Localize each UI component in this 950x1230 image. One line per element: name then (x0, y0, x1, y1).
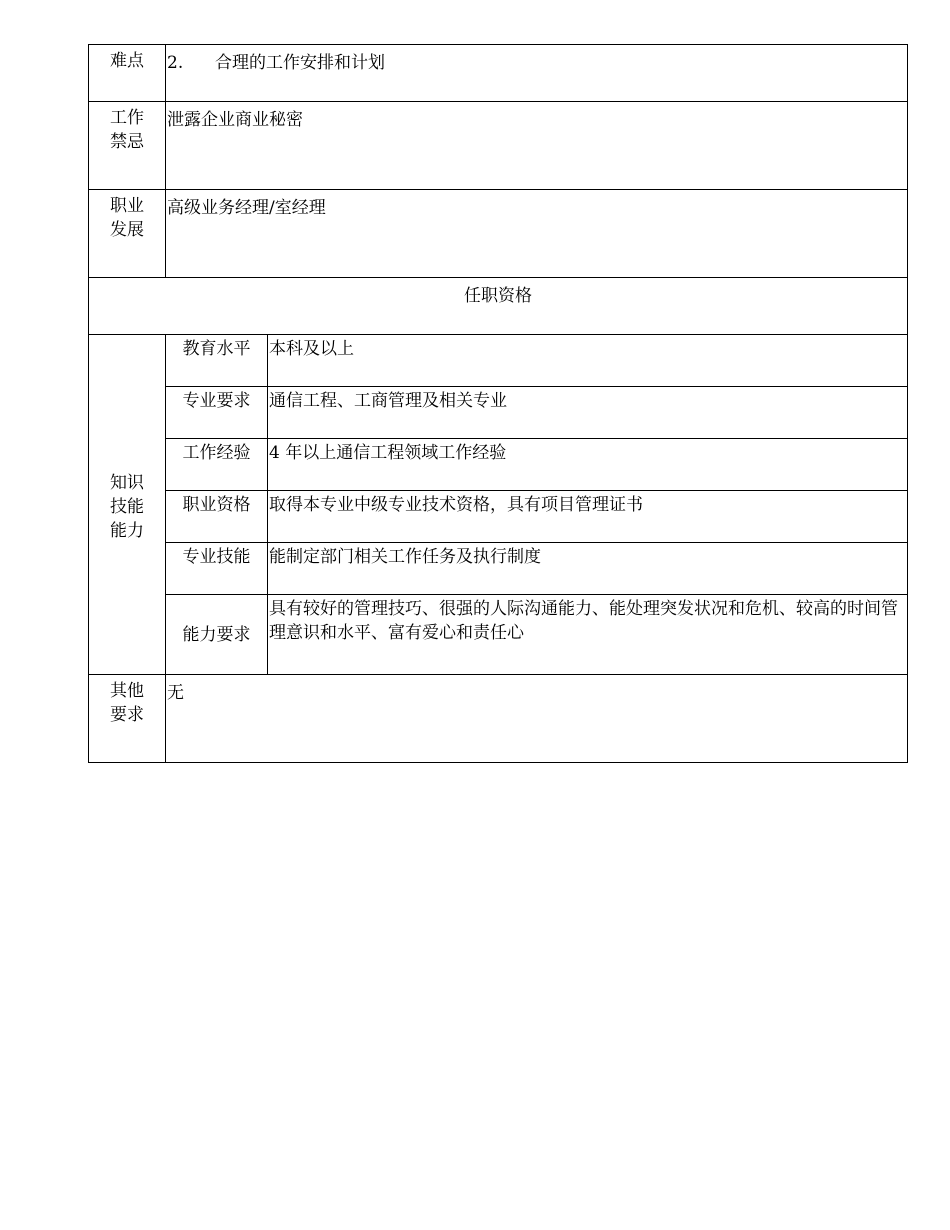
other-label-line2: 要求 (110, 705, 144, 725)
other-value: 无 (166, 675, 908, 763)
career-label (89, 190, 166, 278)
knowledge-label-line1: 知识 (110, 472, 144, 493)
row-qualification-header (89, 278, 908, 335)
skills-label: 专业技能 (166, 543, 268, 595)
row-other (89, 675, 908, 763)
certification-value: 取得本专业中级专业技术资格，具有项目管理证书 (268, 491, 908, 543)
knowledge-label (89, 335, 166, 675)
education-label: 教育水平 (166, 335, 268, 387)
major-label: 专业要求 (166, 387, 268, 439)
row-education (89, 335, 908, 387)
row-ability (89, 595, 908, 675)
difficulty-text: 合理的工作安排和计划 (215, 53, 385, 73)
difficulty-label-text: 难点 (110, 51, 144, 71)
qualification-header: 任职资格 (89, 278, 908, 335)
knowledge-label-line2: 技能 (110, 496, 144, 517)
career-value: 高级业务经理/室经理 (166, 190, 908, 278)
major-value: 通信工程、工商管理及相关专业 (268, 387, 908, 439)
career-label-line1: 职业 (110, 196, 144, 216)
difficulty-label (89, 45, 166, 102)
knowledge-label-line3: 能力 (110, 520, 144, 541)
job-description-table (88, 44, 908, 763)
taboo-label-line2: 禁忌 (110, 132, 144, 152)
taboo-label-line1: 工作 (110, 108, 144, 128)
difficulty-number: 2. (167, 53, 184, 73)
row-experience (89, 439, 908, 491)
other-label (89, 675, 166, 763)
ability-label: 能力要求 (166, 595, 268, 675)
row-major (89, 387, 908, 439)
other-label-line1: 其他 (110, 681, 144, 701)
difficulty-value (166, 45, 908, 102)
taboo-value: 泄露企业商业秘密 (166, 102, 908, 190)
certification-label: 职业资格 (166, 491, 268, 543)
row-certification (89, 491, 908, 543)
ability-value: 具有较好的管理技巧、很强的人际沟通能力、能处理突发状况和危机、较高的时间管理意识和水平、富有爱心和责任心 (268, 595, 908, 675)
taboo-label (89, 102, 166, 190)
row-skills (89, 543, 908, 595)
career-label-line2: 发展 (110, 220, 144, 240)
experience-label: 工作经验 (166, 439, 268, 491)
row-difficulty (89, 45, 908, 102)
education-value: 本科及以上 (268, 335, 908, 387)
row-career (89, 190, 908, 278)
skills-value: 能制定部门相关工作任务及执行制度 (268, 543, 908, 595)
experience-value: 4 年以上通信工程领域工作经验 (268, 439, 908, 491)
row-taboo (89, 102, 908, 190)
